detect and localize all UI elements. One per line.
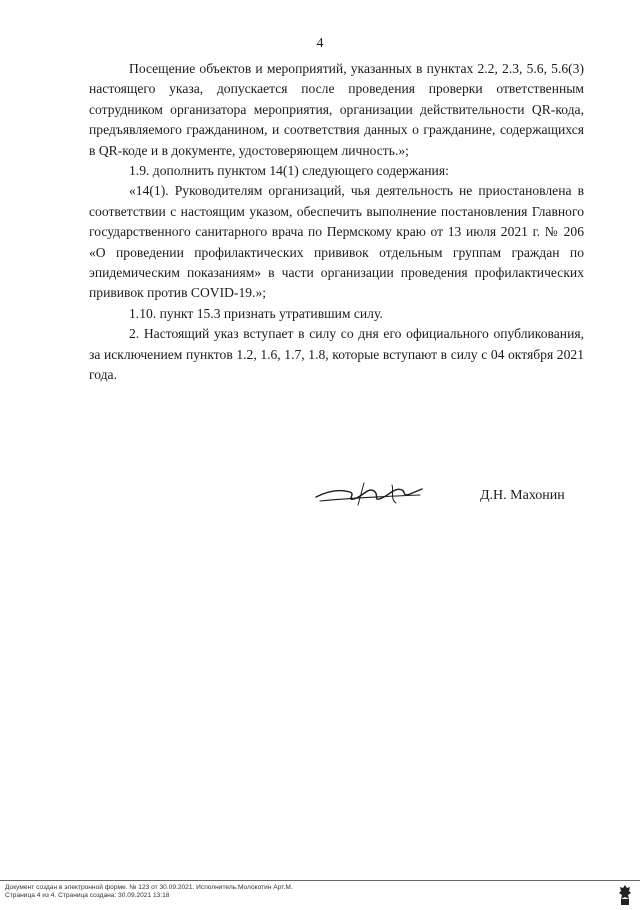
page-number: 4 [316,36,324,51]
signature [310,475,430,515]
paragraph-visit-verification: Посещение объектов и мероприятий, указанных в пунктах 2.2, 2.3, 5.6, 5.6(3) настоящего указа, допускается после проведения проверки ответственным сотрудником организатора мероприятия, организации действительности QR-кода, предъявляемого гражданином, и соответствия данных о гражданине, содержащихся в QR-коде и в документе, удостоверяющем личность.»; [89,61,584,158]
paragraph-item-1-10: 1.10. пункт 15.3 признать утратившим силу. [129,305,383,321]
signer-name: Д.Н. Махонин [480,488,565,503]
paragraph-item-1-9: 1.9. дополнить пунктом 14(1) следующего содержания: [129,163,449,179]
footer-line-1: Документ создан в электронной форме. № 123 от 30.09.2021. Исполнитель:Молокотин Арт.М. [5,884,293,891]
paragraph-effective-date: 2. Настоящий указ вступает в силу со дня его официального опубликования, за исключением пунктов 1.2, 1.6, 1.7, 1.8, которые вступают в силу с 04 октября 2021 года. [89,326,584,383]
footer-text [5,884,605,900]
footer-line-2: Страница 4 из 4. Страница создана: 30.09.2021 13:18 [5,892,170,899]
handwritten-signature [310,475,430,515]
document-body [89,59,584,386]
footer-divider [0,880,640,881]
paragraph-item-14-1: «14(1). Руководителям организаций, чья деятельность не приостановлена в соответствии с настоящим указом, обеспечить выполнение постановления Главного государственного санитарного врача по Пермскому краю от 13 июля 2021 г. № 206 «О проведении профилактических прививок отдельным группам граждан по эпидемическим показаниям» в части организации проведения профилактических прививок против COVID-19.»; [89,183,584,301]
coat-of-arms-icon [618,884,632,906]
